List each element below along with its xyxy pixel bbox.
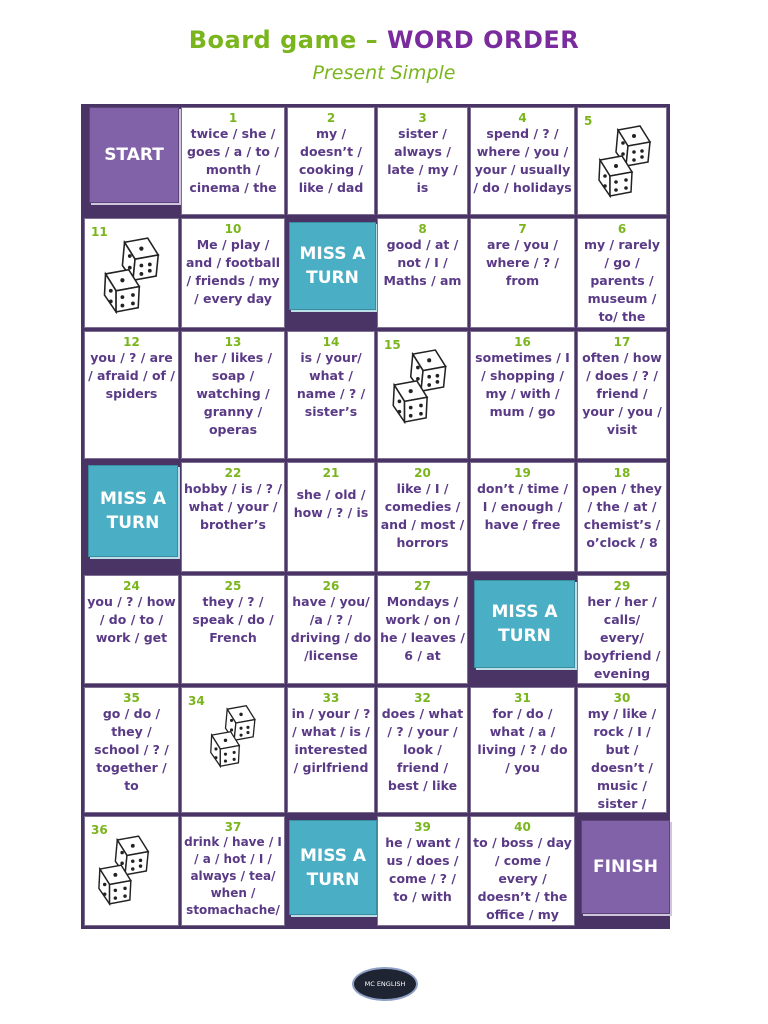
miss-a-turn-label: MISS A TURN xyxy=(299,244,366,288)
logo xyxy=(352,967,418,1001)
square-phrase: twice / she / goes / a / to / month / cinema / the xyxy=(187,126,279,195)
square-phrase: you / ? / are / afraid / of / spiders xyxy=(88,350,175,401)
square-number: 40 xyxy=(514,820,531,834)
square-number: 11 xyxy=(91,225,108,239)
board-square-39 xyxy=(377,816,468,926)
board-square-31 xyxy=(470,687,575,813)
square-number: 6 xyxy=(617,222,627,236)
board-square-33 xyxy=(287,687,375,813)
board-square-10 xyxy=(181,218,285,328)
square-number: 31 xyxy=(514,691,531,705)
square-phrase: open / they / the / at / chemist’s / o’clock / 8 xyxy=(582,481,662,550)
square-phrase: sister / always / late / my / is xyxy=(387,126,458,195)
square-number: 4 xyxy=(518,111,527,125)
board-square-25 xyxy=(181,575,285,684)
square-phrase: her / likes / soap / watching / granny / operas xyxy=(193,350,273,437)
board-square-32 xyxy=(377,687,468,813)
board-square-19 xyxy=(470,462,575,572)
board-square-37 xyxy=(181,816,285,926)
square-phrase: does / what / ? / your / look / friend / best / like xyxy=(381,706,464,793)
board-square-13 xyxy=(181,331,285,459)
board-square-16 xyxy=(470,331,575,459)
board-square-3 xyxy=(377,107,468,215)
square-number: 15 xyxy=(384,338,401,352)
finish-label: FINISH xyxy=(593,857,658,877)
square-number: 21 xyxy=(322,466,340,480)
square-phrase: hobby / is / ? / what / your / brother’s xyxy=(184,481,282,532)
square-phrase: don’t / time / I / enough / have / free xyxy=(476,481,569,532)
square-phrase: my / doesn’t / cooking / like / dad xyxy=(298,126,364,195)
square-phrase: to / boss / day / come / every / doesn’t / the office / my xyxy=(473,835,572,922)
board-square-8 xyxy=(377,218,468,328)
board-square-29 xyxy=(577,575,667,684)
square-number: 18 xyxy=(613,466,631,480)
square-number: 7 xyxy=(518,222,527,236)
square-phrase: in / your / ? / what / is / interested / girlfriend xyxy=(291,706,371,775)
square-phrase: Mondays / work / on / he / leaves / 6 / at xyxy=(380,594,465,663)
miss-a-turn-square xyxy=(289,820,377,915)
board-square-40 xyxy=(470,816,575,926)
board-square-22 xyxy=(181,462,285,572)
square-phrase: are / you / where / ? / from xyxy=(485,237,559,288)
square-number: 10 xyxy=(224,222,242,236)
square-phrase: sometimes / I / shopping / my / with / mum / go xyxy=(475,350,570,419)
title-word-order: WORD ORDER xyxy=(386,26,580,54)
miss-a-turn-square xyxy=(88,465,178,557)
title-board-game: Board game – xyxy=(188,26,379,54)
square-number: 27 xyxy=(414,579,431,593)
square-phrase: go / do / they / school / ? / together / to xyxy=(94,706,169,793)
square-phrase: like / I / comedies / and / most / horrors xyxy=(380,481,465,550)
square-number: 37 xyxy=(224,820,242,834)
dice-icon xyxy=(596,124,658,198)
logo-text: MC ENGLISH xyxy=(364,980,406,988)
square-number: 5 xyxy=(584,114,593,128)
board-square-12 xyxy=(84,331,179,459)
board-square-18 xyxy=(577,462,667,572)
square-number: 33 xyxy=(322,691,340,705)
board-square-2 xyxy=(287,107,375,215)
square-phrase: my / like / rock / I / but / doesn’t / music / sister / xyxy=(587,706,657,811)
square-number: 8 xyxy=(418,222,427,236)
miss-a-turn-label: MISS A TURN xyxy=(299,845,367,890)
square-phrase: is / your/ what / name / ? / sister’s xyxy=(296,350,366,419)
miss-a-turn-square xyxy=(289,222,376,310)
square-number: 19 xyxy=(514,466,531,480)
square-number: 30 xyxy=(613,691,631,705)
board-square-7 xyxy=(470,218,575,328)
square-number: 25 xyxy=(224,579,242,593)
square-number: 14 xyxy=(322,335,340,349)
square-phrase: good / at / not / I / Maths / am xyxy=(383,237,462,288)
dice-icon xyxy=(208,704,262,768)
square-number: 35 xyxy=(123,691,140,705)
square-phrase: spend / ? / where / you / your / usually / do / holidays xyxy=(473,126,572,195)
square-number: 20 xyxy=(414,466,431,480)
square-number: 36 xyxy=(91,823,108,837)
dice-icon xyxy=(390,348,454,424)
square-number: 17 xyxy=(613,335,631,349)
finish-square xyxy=(581,820,670,914)
square-phrase: often / how / does / ? / friend / your / you / visit xyxy=(582,350,662,437)
board-square-20 xyxy=(377,462,468,572)
square-phrase: drink / have / I / a / hot / I / always / tea/ when / stomachache/ xyxy=(184,835,282,917)
miss-a-turn-square xyxy=(474,580,575,668)
square-phrase: her / her / calls/ every/ boyfriend / evening xyxy=(583,594,661,681)
square-number: 12 xyxy=(123,335,140,349)
start-square xyxy=(89,107,179,203)
square-number: 26 xyxy=(322,579,340,593)
start-label: START xyxy=(104,145,164,165)
board-square-26 xyxy=(287,575,375,684)
square-phrase: he / want / us / does / come / ? / to / with xyxy=(385,835,460,904)
board-square-4 xyxy=(470,107,575,215)
board-square-1 xyxy=(181,107,285,215)
square-number: 3 xyxy=(418,111,427,125)
miss-a-turn-label: MISS A TURN xyxy=(99,489,167,533)
square-number: 2 xyxy=(326,111,336,125)
square-number: 16 xyxy=(514,335,531,349)
square-phrase: you / ? / how / do / to / work / get xyxy=(87,594,176,645)
square-phrase: she / old / how / ? / is xyxy=(293,487,369,520)
miss-a-turn-label: MISS A TURN xyxy=(491,602,558,646)
board-square-14 xyxy=(287,331,375,459)
dice-icon xyxy=(100,236,168,314)
square-phrase: have / you/ /a / ? / driving / do /license xyxy=(290,594,372,663)
dice-icon xyxy=(96,834,156,906)
page-subtitle: Present Simple xyxy=(312,62,456,84)
square-phrase: my / rarely / go / parents / museum / to/ the xyxy=(583,237,661,324)
square-number: 1 xyxy=(228,111,238,125)
square-number: 13 xyxy=(224,335,242,349)
square-number: 29 xyxy=(613,579,631,593)
board-square-27 xyxy=(377,575,468,684)
square-number: 34 xyxy=(188,694,205,708)
board-square-24 xyxy=(84,575,179,684)
board-square-17 xyxy=(577,331,667,459)
board-square-21 xyxy=(287,462,375,572)
square-phrase: for / do / what / a / living / ? / do / you xyxy=(477,706,568,775)
square-number: 32 xyxy=(414,691,431,705)
square-number: 39 xyxy=(414,820,431,834)
square-phrase: they / ? / speak / do / French xyxy=(192,594,274,645)
square-number: 24 xyxy=(123,579,140,593)
square-number: 22 xyxy=(224,466,242,480)
page-title xyxy=(0,26,768,54)
board-square-30 xyxy=(577,687,667,813)
board-square-35 xyxy=(84,687,179,813)
square-phrase: Me / play / and / football / friends / my / every day xyxy=(185,237,281,306)
board-square-6 xyxy=(577,218,667,328)
